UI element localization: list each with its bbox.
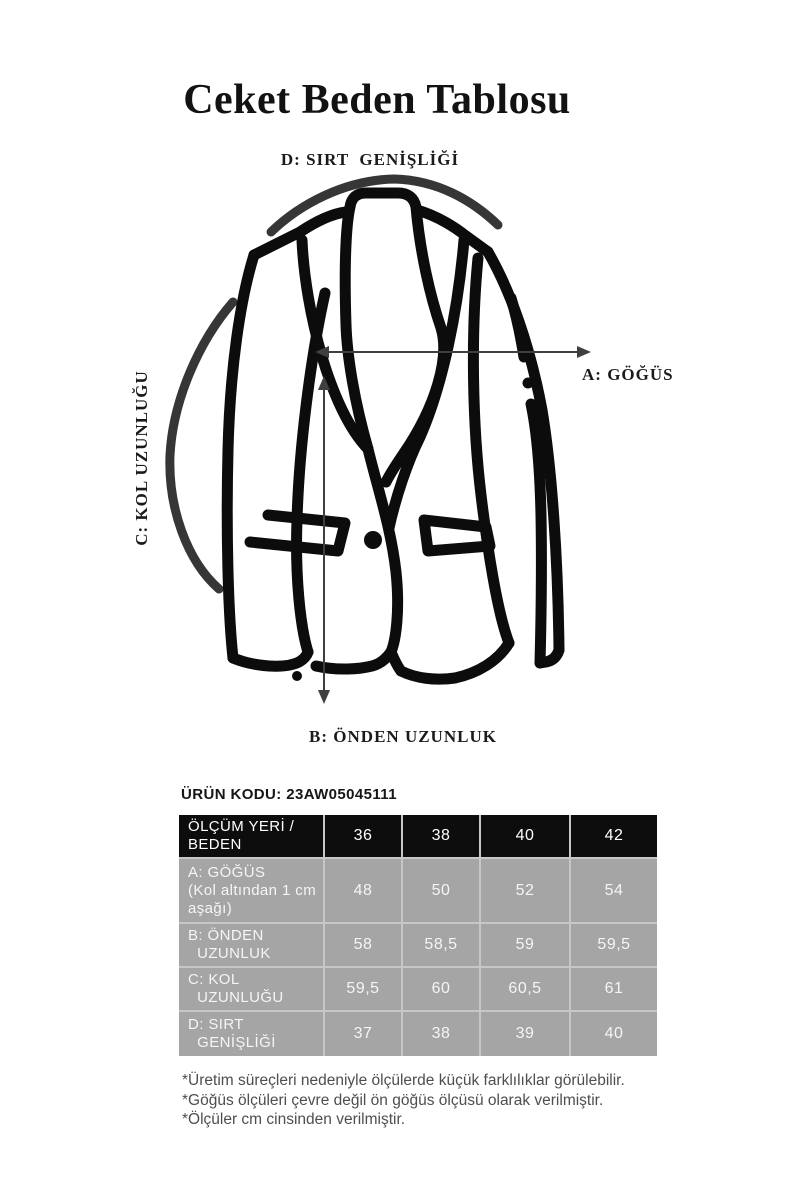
table-header-row: [179, 815, 657, 859]
note-line: *Üretim süreçleri nedeniyle ölçülerde küçük farklılıklar görülebilir.: [182, 1072, 625, 1089]
product-code-value: 23AW05045111: [286, 786, 397, 803]
measure-label-cell: C: KOL UZUNLUĞU: [179, 968, 325, 1012]
measure-value-cell: 37: [325, 1012, 403, 1056]
measure-value-cell: 52: [481, 859, 571, 924]
measure-value-cell: 59,5: [571, 924, 657, 968]
measure-label-cell: D: SIRT GENİŞLİĞİ: [179, 1012, 325, 1056]
label-chest: A: GÖĞÜS: [582, 365, 674, 384]
table-row: [179, 859, 657, 924]
table-row: [179, 968, 657, 1012]
hem-dot: [292, 671, 302, 681]
measure-value-cell: 59,5: [325, 968, 403, 1012]
table-row: [179, 1012, 657, 1056]
measure-label-cell: A: GÖĞÜS (Kol altından 1 cm aşağı): [179, 859, 325, 924]
footer-notes: [182, 1071, 742, 1130]
size-header-cell: 40: [481, 815, 571, 859]
measure-value-cell: 58: [325, 924, 403, 968]
measure-value-cell: 58,5: [403, 924, 481, 968]
product-code: [181, 786, 397, 803]
measure-value-cell: 54: [571, 859, 657, 924]
measure-value-cell: 40: [571, 1012, 657, 1056]
label-front-length: B: ÖNDEN UZUNLUK: [309, 727, 497, 746]
button-dot: [364, 531, 382, 549]
note-line: *Göğüs ölçüleri çevre değil ön göğüs ölçüsü olarak verilmiştir.: [182, 1091, 604, 1109]
measure-value-cell: 38: [403, 1012, 481, 1056]
label-sleeve-length: C: KOL UZUNLUĞU: [132, 370, 151, 546]
label-back-width: D: SIRT GENİŞLİĞİ: [280, 150, 460, 169]
jacket-dots: [292, 378, 534, 682]
size-table: [179, 815, 657, 1056]
product-code-label: ÜRÜN KODU:: [181, 786, 287, 803]
size-header-cell: 42: [571, 815, 657, 859]
measure-value-cell: 59: [481, 924, 571, 968]
size-header-cell: 36: [325, 815, 403, 859]
sleeve-seam-dot: [523, 378, 534, 389]
size-table-body: [179, 815, 657, 1056]
measure-value-cell: 61: [571, 968, 657, 1012]
front-length-arrow: [318, 376, 330, 704]
note-line: *Ölçüler cm cinsinden verilmiştir.: [182, 1111, 406, 1129]
measure-value-cell: 48: [325, 859, 403, 924]
measure-value-cell: 60: [403, 968, 481, 1012]
jacket-outline: [227, 193, 559, 679]
page-title: Ceket Beden Tablosu: [183, 77, 571, 123]
measure-label-cell: ÖLÇÜM YERİ / BEDEN: [179, 815, 325, 859]
table-row: [179, 924, 657, 968]
size-header-cell: 38: [403, 815, 481, 859]
measure-label-cell: B: ÖNDEN UZUNLUK: [179, 924, 325, 968]
measure-value-cell: 60,5: [481, 968, 571, 1012]
measure-value-cell: 39: [481, 1012, 571, 1056]
measure-value-cell: 50: [403, 859, 481, 924]
